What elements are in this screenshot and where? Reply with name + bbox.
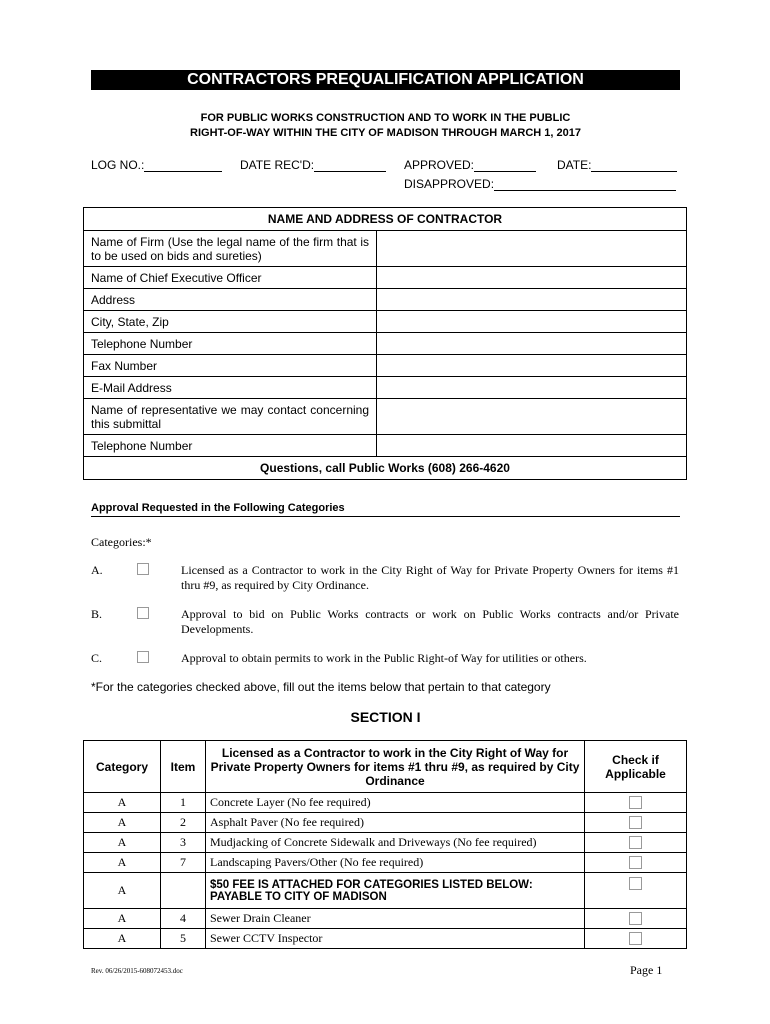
firm-name-input[interactable] bbox=[377, 231, 687, 267]
fee-notice: $50 FEE IS ATTACHED FOR CATEGORIES LISTED BELOW: PAYABLE TO CITY OF MADISON bbox=[206, 873, 585, 909]
row-check-cell bbox=[585, 873, 687, 909]
row-checkbox[interactable] bbox=[629, 877, 642, 890]
section-1-table bbox=[83, 740, 687, 949]
row-description: Sewer CCTV Inspector bbox=[206, 929, 585, 949]
row-item: 5 bbox=[161, 929, 206, 949]
telephone-label: Telephone Number bbox=[84, 333, 377, 355]
disapproved-label: DISAPPROVED: bbox=[404, 177, 495, 191]
contractor-table-header: NAME AND ADDRESS OF CONTRACTOR bbox=[84, 208, 687, 231]
col-check-header: Check if Applicable bbox=[585, 741, 687, 793]
row-checkbox[interactable] bbox=[629, 796, 642, 809]
date-label: DATE: bbox=[557, 158, 592, 172]
date-field[interactable] bbox=[557, 158, 677, 172]
date-recd-field[interactable] bbox=[240, 158, 386, 172]
row-check-cell bbox=[585, 813, 687, 833]
category-b-checkbox[interactable] bbox=[137, 607, 149, 619]
revision-note: Rev. 06/26/2015-608072453.doc bbox=[91, 967, 183, 975]
firm-name-label: Name of Firm (Use the legal name of the firm that is to be used on bids and sureties) bbox=[84, 231, 377, 267]
categories-label: Categories:* bbox=[91, 535, 152, 549]
category-a-checkbox[interactable] bbox=[137, 563, 149, 575]
row-item: 1 bbox=[161, 793, 206, 813]
category-a-text: Licensed as a Contractor to work in the City Right of Way for Private Property Owners for items #1 thru #9, as required by City Ordinance. bbox=[181, 563, 679, 592]
address-label: Address bbox=[84, 289, 377, 311]
col-description-header: Licensed as a Contractor to work in the City Right of Way for Private Property Owners for items #1 thru #9, as required by City Ordinance bbox=[206, 741, 585, 793]
log-no-label: LOG NO.: bbox=[91, 158, 145, 172]
row-category: A bbox=[84, 833, 161, 853]
category-b-letter: B. bbox=[91, 607, 103, 621]
row-checkbox[interactable] bbox=[629, 912, 642, 925]
row-category: A bbox=[84, 813, 161, 833]
page-title: CONTRACTORS PREQUALIFICATION APPLICATION bbox=[91, 70, 680, 90]
row-category: A bbox=[84, 793, 161, 813]
approved-label: APPROVED: bbox=[404, 158, 475, 172]
row-description: Sewer Drain Cleaner bbox=[206, 909, 585, 929]
log-no-field[interactable] bbox=[91, 158, 222, 172]
date-recd-label: DATE REC'D: bbox=[240, 158, 315, 172]
address-input[interactable] bbox=[377, 289, 687, 311]
row-category: A bbox=[84, 909, 161, 929]
subtitle-line-2: RIGHT-OF-WAY WITHIN THE CITY OF MADISON THROUGH MARCH 1, 2017 bbox=[190, 127, 581, 139]
row-description: Concrete Layer (No fee required) bbox=[206, 793, 585, 813]
rep-telephone-input[interactable] bbox=[377, 435, 687, 457]
representative-input[interactable] bbox=[377, 399, 687, 435]
category-a-letter: A. bbox=[91, 563, 103, 577]
row-check-cell bbox=[585, 793, 687, 813]
category-c-letter: C. bbox=[91, 651, 103, 665]
row-item: 7 bbox=[161, 853, 206, 873]
approval-heading: Approval Requested in the Following Categories bbox=[91, 502, 680, 517]
category-b-text: Approval to bid on Public Works contracts or work on Public Works contracts and/or Private Developments. bbox=[181, 607, 679, 636]
col-category-header: Category bbox=[84, 741, 161, 793]
row-category: A bbox=[84, 853, 161, 873]
telephone-input[interactable] bbox=[377, 333, 687, 355]
fax-input[interactable] bbox=[377, 355, 687, 377]
rep-telephone-label: Telephone Number bbox=[84, 435, 377, 457]
row-item bbox=[161, 873, 206, 909]
ceo-input[interactable] bbox=[377, 267, 687, 289]
email-label: E-Mail Address bbox=[84, 377, 377, 399]
questions-contact: Questions, call Public Works (608) 266-4620 bbox=[84, 457, 687, 480]
row-description: Mudjacking of Concrete Sidewalk and Driveways (No fee required) bbox=[206, 833, 585, 853]
section-title: SECTION I bbox=[350, 709, 421, 725]
row-category: A bbox=[84, 873, 161, 909]
subtitle-line-1: FOR PUBLIC WORKS CONSTRUCTION AND TO WORK IN THE PUBLIC bbox=[200, 112, 571, 124]
row-check-cell bbox=[585, 909, 687, 929]
city-state-zip-input[interactable] bbox=[377, 311, 687, 333]
row-item: 2 bbox=[161, 813, 206, 833]
disapproved-field[interactable] bbox=[404, 177, 676, 191]
ceo-label: Name of Chief Executive Officer bbox=[84, 267, 377, 289]
contractor-info-table bbox=[83, 207, 687, 480]
email-input[interactable] bbox=[377, 377, 687, 399]
row-checkbox[interactable] bbox=[629, 856, 642, 869]
row-check-cell bbox=[585, 929, 687, 949]
row-item: 3 bbox=[161, 833, 206, 853]
row-checkbox[interactable] bbox=[629, 816, 642, 829]
row-description: Landscaping Pavers/Other (No fee required) bbox=[206, 853, 585, 873]
city-state-zip-label: City, State, Zip bbox=[84, 311, 377, 333]
category-c-text: Approval to obtain permits to work in the Public Right-of Way for utilities or others. bbox=[181, 651, 587, 665]
row-check-cell bbox=[585, 833, 687, 853]
category-c-checkbox[interactable] bbox=[137, 651, 149, 663]
approved-field[interactable] bbox=[404, 158, 536, 172]
col-item-header: Item bbox=[161, 741, 206, 793]
row-checkbox[interactable] bbox=[629, 836, 642, 849]
row-check-cell bbox=[585, 853, 687, 873]
row-item: 4 bbox=[161, 909, 206, 929]
row-description: Asphalt Paver (No fee required) bbox=[206, 813, 585, 833]
categories-note: *For the categories checked above, fill out the items below that pertain to that category bbox=[91, 680, 551, 694]
row-checkbox[interactable] bbox=[629, 932, 642, 945]
fax-label: Fax Number bbox=[84, 355, 377, 377]
representative-label: Name of representative we may contact concerning this submittal bbox=[84, 399, 377, 435]
row-category: A bbox=[84, 929, 161, 949]
page-number: Page 1 bbox=[630, 963, 663, 977]
